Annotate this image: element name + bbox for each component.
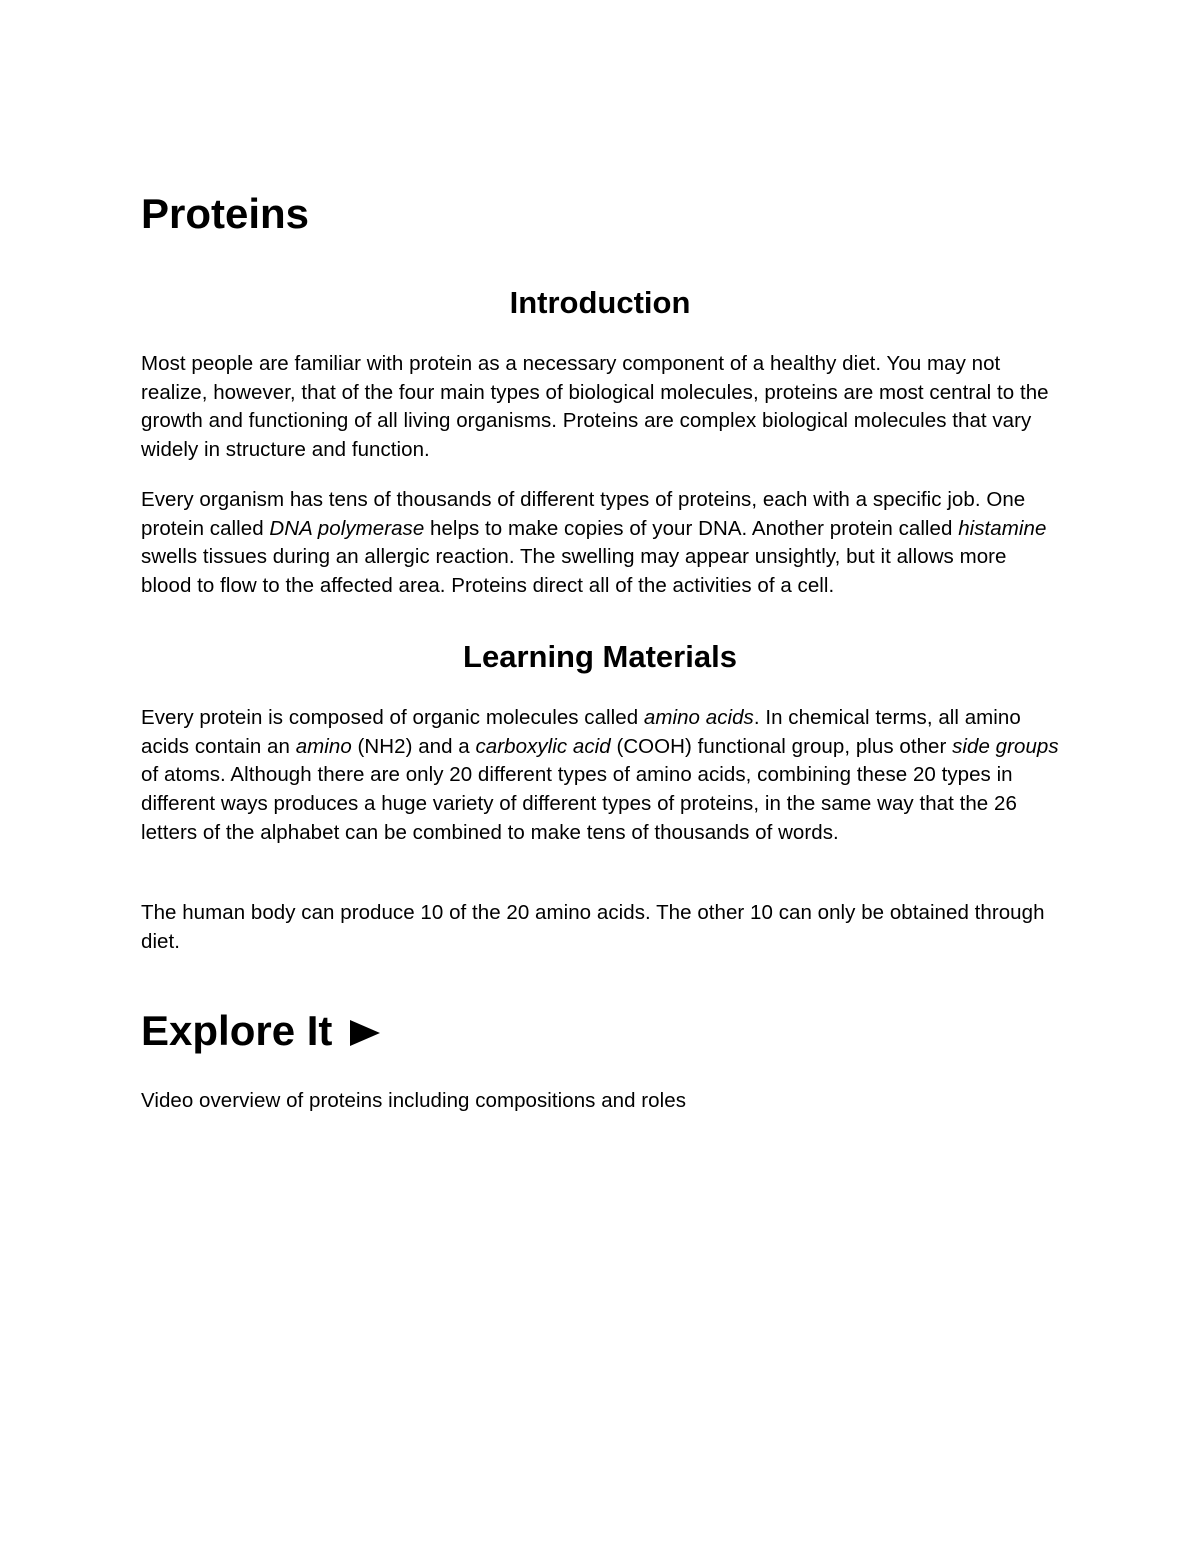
text-span: (NH2) and a [351, 734, 476, 758]
text-span: helps to make copies of your DNA. Another protein called [424, 516, 959, 540]
introduction-paragraph-1: Most people are familiar with protein as a necessary component of a healthy diet. You may not realize, however, that of the four main types of biological molecules, proteins are most central to the growth and functioning of all living organisms. Proteins are complex biological molecules that vary widely in structure and function. [141, 352, 1049, 462]
term-amino: amino [295, 734, 352, 758]
term-side-groups: side groups [952, 734, 1059, 758]
term-carboxylic-acid: carboxylic acid [475, 734, 611, 758]
play-icon [350, 1020, 380, 1046]
text-span: of atoms. Although there are only 20 different types of amino acids, combining these 20 types in different ways produces a huge variety of different types of proteins, in the same way that the 26 letters of the alphabet can be combined to make tens of thousands of words. [141, 763, 1017, 844]
term-histamine: histamine [958, 516, 1047, 540]
learning-materials-paragraph-1 [141, 704, 1059, 848]
learning-materials-paragraph-2: The human body can produce 10 of the 20 amino acids. The other 10 can only be obtained through diet. [141, 901, 1045, 953]
text-span: (COOH) functional group, plus other [610, 734, 953, 758]
introduction-heading: Introduction [509, 285, 691, 320]
text-span: Every organism has tens of thousands of different types of proteins, each with a specific job. One protein called [141, 488, 1026, 540]
explore-heading [141, 1004, 380, 1058]
learning-materials-heading: Learning Materials [463, 639, 737, 674]
explore-heading-label: Explore It [141, 1007, 333, 1054]
text-span: Every protein is composed of organic molecules called [141, 706, 644, 729]
introduction-paragraph-2 [141, 486, 1059, 601]
text-span: . In chemical terms, all amino acids contain an [141, 706, 1021, 758]
page-title: Proteins [141, 190, 310, 237]
explore-description: Video overview of proteins including compositions and roles [141, 1089, 686, 1112]
term-amino-acids: amino acids [643, 706, 754, 729]
term-dna-polymerase: DNA polymerase [269, 516, 425, 540]
text-span: swells tissues during an allergic reaction. The swelling may appear unsightly, but it allows more blood to flow to the affected area. Proteins direct all of the activities of a cell. [141, 545, 1007, 598]
